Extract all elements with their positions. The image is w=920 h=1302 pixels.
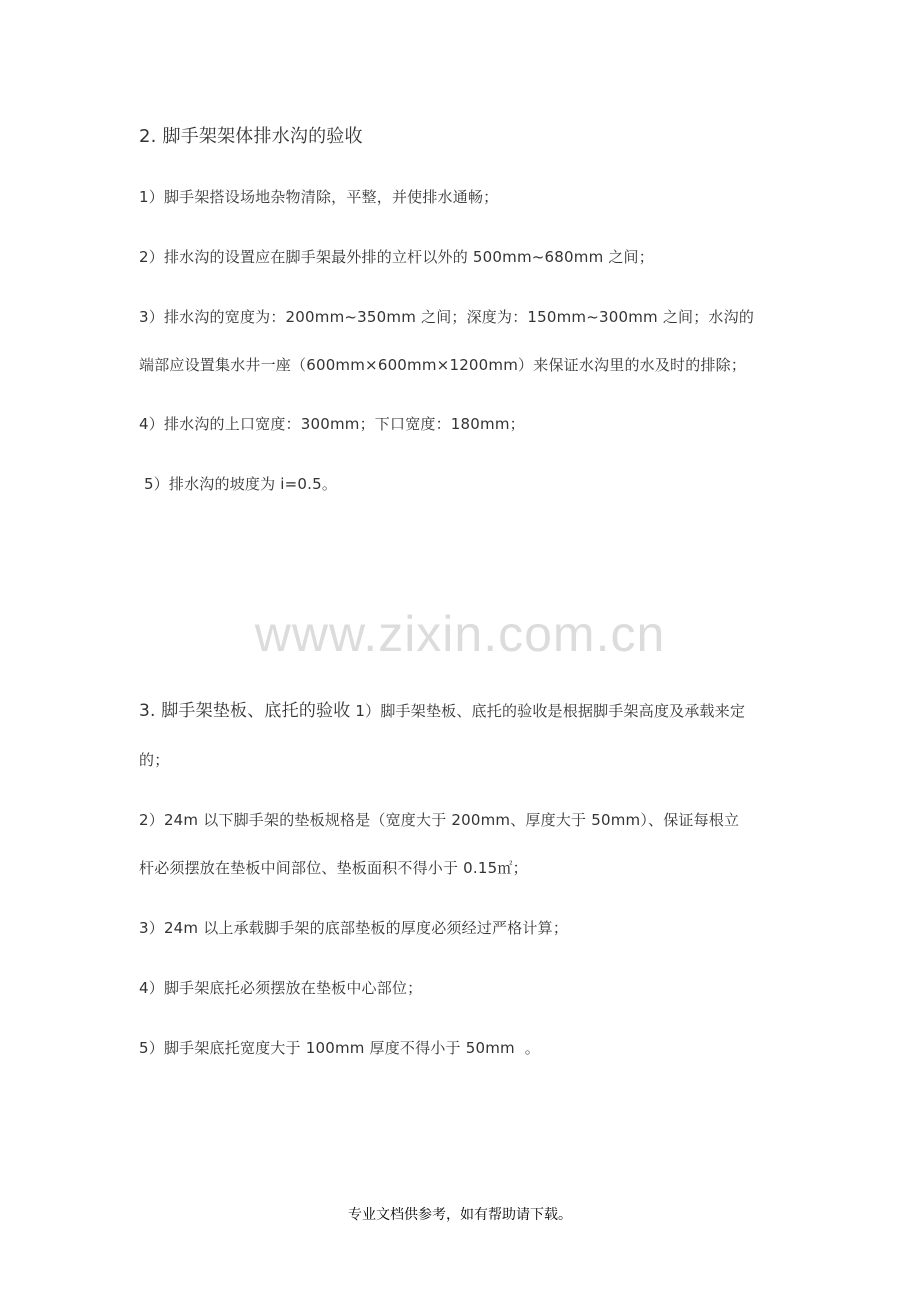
section-3-item-1-end: 的； <box>139 751 170 769</box>
section-3-item-4: 4）脚手架底托必须摆放在垫板中心部位； <box>139 979 423 997</box>
section-2-item-4: 4）排水沟的上口宽度：300mm；下口宽度：180mm； <box>139 415 525 433</box>
section-2-item-1: 1）脚手架搭设场地杂物清除，平整，并使排水通畅； <box>139 188 499 206</box>
section-3-item-1-start: 1）脚手架垫板、底托的验收是根据脚手架高度及承载来定 <box>355 702 746 720</box>
section-2-item-3-line-2: 端部应设置集水井一座（600mm×600mm×1200mm）来保证水沟里的水及时的排除； <box>139 356 747 374</box>
section-3-heading: 3. 脚手架垫板、底托的验收 <box>139 701 351 721</box>
section-3-item-2-line-2: 杆必须摆放在垫板中间部位、垫板面积不得小于 0.15㎡； <box>139 859 528 877</box>
page-footer: 专业文档供参考，如有帮助请下载。 <box>348 1207 572 1223</box>
section-2-item-5: 5）排水沟的坡度为 i=0.5。 <box>139 475 338 493</box>
section-3-item-5: 5）脚手架底托宽度大于 100mm 厚度不得小于 50mm 。 <box>139 1039 540 1057</box>
watermark: www.zixin.com.cn <box>254 606 666 662</box>
section-3-item-3: 3）24m 以上承载脚手架的底部垫板的厚度必须经过严格计算； <box>139 919 569 937</box>
section-2-item-2: 2）排水沟的设置应在脚手架最外排的立杆以外的 500mm~680mm 之间； <box>139 248 654 266</box>
section-3-item-2-line-1: 2）24m 以下脚手架的垫板规格是（宽度大于 200mm、厚度大于 50mm）、保证每根立 <box>139 811 740 829</box>
section-2-heading: 2. 脚手架架体排水沟的验收 <box>139 126 363 147</box>
section-3-heading-line <box>139 701 745 721</box>
section-2-item-3-line-1: 3）排水沟的宽度为：200mm~350mm 之间；深度为：150mm~300mm 之间；水沟的 <box>139 308 755 326</box>
